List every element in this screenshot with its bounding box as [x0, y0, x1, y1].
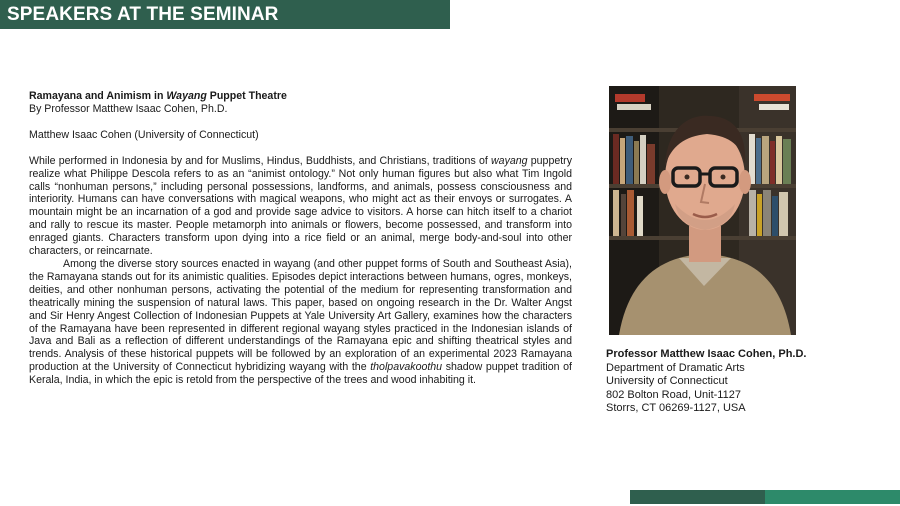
text-emphasis: wayang — [491, 154, 528, 167]
text-emphasis: tholpavakoothu — [370, 361, 443, 374]
speaker-name: Professor Matthew Isaac Cohen, Ph.D. — [606, 348, 807, 360]
title-emphasis: Wayang — [166, 90, 207, 102]
speaker-portrait-illustration — [609, 86, 796, 335]
text-run: Among the diverse story sources enacted in wayang (and other puppet forms of South and Southeast Asia), the Ramayana stands out for its animistic qualities. Episodes depict interactions between humans, ogres, monkeys, deities, and other nonhuman persons, activating the potential of the medium for representing transformation and theatrically mining the suspension of natural laws. This paper, based on ongoing research in the Dr. Walter Angst and Sir Henry Angest Collection of Indonesian Puppets at Yale University Art Gallery, examines how the characters of the Ramayana have been represented in different regional wayang styles practiced in the Indonesian islands of Java and Bali as a reflection of different understandings of the Ramayana epic and shifting theatrical styles and trends. Analysis of these historical puppets will be followed by an exploration of an experimental 2023 Ramayana production at the University of Connecticut hybridizing wayang with the — [29, 257, 572, 374]
banner-title: SPEAKERS AT THE SEMINAR — [7, 4, 279, 25]
title-part: Puppet Theatre — [206, 90, 287, 102]
speaker-address: 802 Bolton Road, Unit-1127 — [606, 388, 741, 401]
abstract-paragraph-2 — [29, 258, 572, 387]
author-affiliation: Matthew Isaac Cohen (University of Connecticut) — [29, 128, 259, 141]
speaker-city: Storrs, CT 06269-1127, USA — [606, 402, 746, 414]
speaker-university: University of Connecticut — [606, 375, 728, 387]
text-run: puppetry realize what Philippe Descola refers to as an “animist ontology.” Not only human figures but also what Tim Ingold calls “nonhuman persons,” including personal possessions, landforms, and animals, possess consciousness and interiority. Humans can have conversations with magical weapons, who might act as their envoys or surrogates. A mountain might be an incarnation of a god and provide sage advice to visitors. A horse can hitch itself to a chariot and rally to rescue its master. People metamorph into animals or flowers, become possessed, and transform into enraged giants. Characters transform upon dying into a rice field or an animal, merge body-and-soul into other characters, or reincarnate. — [29, 154, 572, 258]
footer-bar-dark — [630, 490, 765, 504]
speaker-info — [606, 348, 807, 416]
header-banner — [0, 0, 450, 29]
abstract-paragraph-1 — [29, 155, 572, 258]
speaker-department: Department of Dramatic Arts — [606, 361, 745, 374]
text-run: shadow puppet tradition of Kerala, India, in which the epic is retold from the perspective of the trees and wood inhabiting it. — [29, 361, 573, 387]
title-part: Ramayana and Animism in — [29, 90, 167, 102]
article-byline: By Professor Matthew Isaac Cohen, Ph.D. — [29, 102, 228, 115]
text-run: While performed in Indonesia by and for Muslims, Hindus, Buddhists, and Christians, traditions of — [29, 154, 492, 167]
speaker-photo — [609, 86, 796, 335]
article-title — [29, 90, 572, 103]
footer-bar-light — [765, 490, 900, 504]
article — [29, 90, 572, 387]
